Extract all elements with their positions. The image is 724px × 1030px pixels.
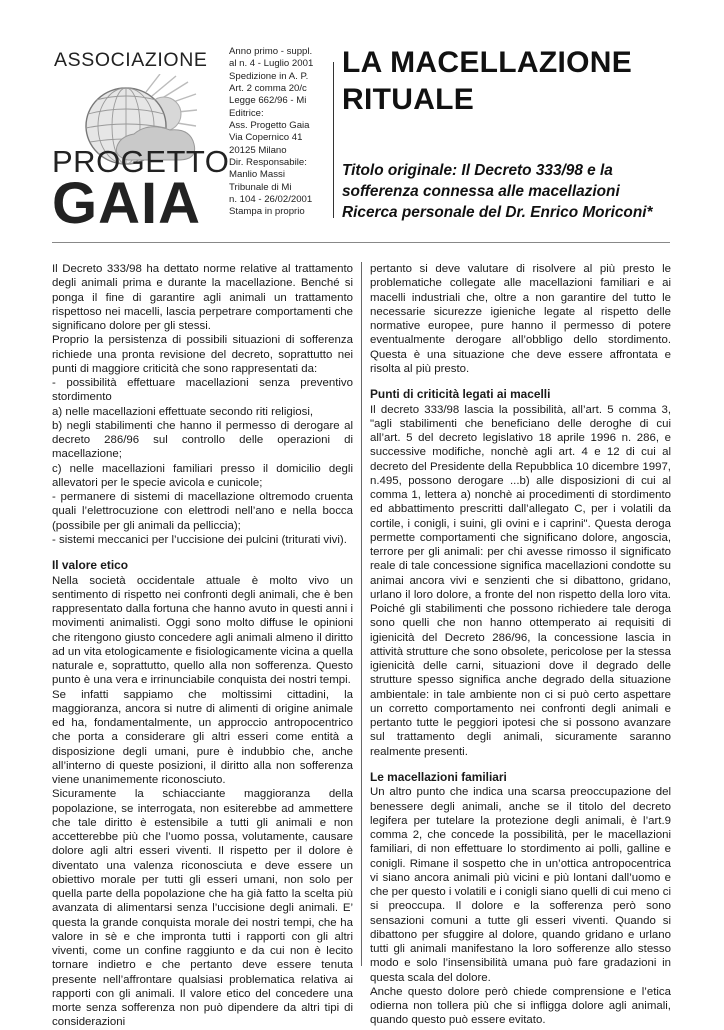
logo-progetto-text: PROGETTO (52, 144, 230, 179)
column-divider (361, 262, 362, 966)
title-line: LA MACELLAZIONE (342, 46, 633, 79)
logo-association-text: ASSOCIAZIONE (54, 49, 208, 71)
list-item: a) nelle macellazioni effettuate secondo riti religiosi, (52, 405, 314, 418)
publication-colophon (229, 46, 319, 219)
paragraph: Nella società occidentale attuale è molto vivo un sentimento di rispetto nei confronti degli animali, che è ben rappresentato dalla fortuna che hanno avuto in questi anni i movimenti animalisti. Oggi sono molto diffuse le opinioni che ritengono giusto concedere agli animali almeno il diritto ad un vita etologicamente e fisiologicamente vicina a quella naturale e, soprattutto, quello alla non sofferenza. Questo punto è una vera e irrinunciabile conquista dei nostri tempi. (52, 574, 353, 687)
colophon-line: 20125 Milano (229, 144, 287, 156)
colophon-line: Via Copernico 41 (229, 132, 303, 144)
subtitle-line: Ricerca personale del Dr. Enrico Moriconi* (342, 204, 653, 221)
header-horizontal-rule (52, 242, 670, 243)
colophon-line: Spedizione in A. P. (229, 70, 309, 82)
title-line: RITUALE (342, 83, 475, 116)
paragraph: Proprio la persistenza di possibili situazioni di sofferenza richiede una pronta revisione del decreto, soprattutto nei punti di maggiore criticità che sono rappresentati da: (52, 334, 353, 375)
right-text-column (370, 262, 671, 1028)
colophon-line: Ass. Progetto Gaia (229, 120, 310, 132)
left-text-column (52, 262, 353, 1030)
subtitle-line: sofferenza connessa alle macellazioni (342, 183, 620, 200)
colophon-line: Legge 662/96 - Mi (229, 95, 307, 107)
list-item: c) nelle macellazioni familiari presso il domicilio degli allevatori per le specie avicola e cunicole; (52, 462, 353, 489)
paragraph: Sicuramente la schiacciante maggioranza della popolazione, se interrogata, non esiterebbe ad ammettere che tale diritto è estensibile a tutti gli animali e non accetterebbe più che l’uomo possa, volutamente, causare dolore agli altri esseri viventi. Il rispetto per il dolore è diventato una valenza riconosciuta e deve essere un obiettivo morale per tutti gli esseri umani, non solo per quella parte della popolazione che ha già fatto la scelta più avanzata di alimentarsi senza l’uccisione degli animali. E’ questa la grande conquista morale dei nostri tempi, che ha valore in sè e che impronta tutti i rapporti con gli altri viventi, come un confine raggiunto e da cui non è lecito tornare indietro e che pertanto deve essere tenuta presente nell’affrontare qualsiasi problematica relativa ai rapporti con gli animali. Il valore etico del concedere una morte senza sofferenza non può dipendere da altri tipi di considerazioni (52, 788, 353, 1029)
paragraph: Il decreto 333/98 lascia la possibilità, all’art. 5 comma 3, "agli stabilimenti che beneficiano delle deroghe di cui all’art. 5 del decreto legislativo 18 aprile 1996 n. 286, e successive modifiche, nonchè agli art. 4 e 12 di cui al decreto del Presidente della Repubblica 10 dicembre 1997, n.495, possono derogare ...b) alle disposizioni di cui al comma 1, lettera a) nonchè ai procedimenti di stordimento ed abbattimento prescritti dall’allegato C, per i volatili da cortile, i conigli, i suini, gli ovini e i caprini". Questa deroga permette comportamenti che significano dolore, angoscia, terrore per gli animali: per chi avesse rimosso il significato reale di tale concessione significa macellazioni condotte su animai ancora vivi e senzienti che si dibattono, gridano, urlano il loro dolore, a fronte del non rispetto della loro vita. Poiché gli stabilimenti che possono richiedere tale deroga sono quelli che non hanno ottemperato ai requisiti di igienicità del Decreto 286/96, la concessione lascia in attività strutture che sono obsolete, pericolose per la stessa igienicità delle carni, situazioni dove il degrado delle strutture spesso significa anche degrado della situazione ambientale: in tale ambiente non ci si può certo aspettare un corretto comportamento nei confronti degli animali e pertanto tutte le peggiori ipotesi che si possono avanzare sul trattamento degli animali, sicuramente saranno realmente presenti. (370, 403, 671, 758)
section-heading-ethic: Il valore etico (52, 558, 129, 572)
colophon-line: Tribunale di Mi (229, 181, 292, 193)
section-heading-family-slaughter: Le macellazioni familiari (370, 769, 507, 784)
list-item: - permanere di sistemi di macellazione oltremodo cruenta quali l’elettrocuzione con elettrodi nell’ano e nella bocca (possibile per gli animali da pelliccia); (52, 491, 353, 532)
colophon-line: al n. 4 - Luglio 2001 (229, 58, 314, 70)
section-heading-critical-points: Punti di criticità legati ai macelli (370, 387, 551, 401)
paragraph: Se infatti sappiamo che moltissimi cittadini, la maggioranza, ancora si nutre di alimenti di origine animale ed ha, fondamentalmente, un approccio antropocentrico che porta a considerare gli altri esseri come entità a disposizione degli umani, pure è indubbio che, anche all’interno di queste posizioni, il diritto alla non sofferenza viene unanimemente riconosciuto. (52, 688, 353, 786)
list-item: b) negli stabilimenti che hanno il permesso di derogare al decreto 286/96 sul controllo delle operazioni di macellazione; (52, 419, 353, 461)
list-item: - sistemi meccanici per l’uccisione dei pulcini (triturati vivi). (52, 533, 347, 546)
header-vertical-divider (333, 62, 334, 218)
colophon-line: Stampa in proprio (229, 206, 305, 218)
colophon-line: Anno primo - suppl. (229, 46, 313, 57)
page-title (342, 44, 632, 118)
subtitle-line: Titolo originale: Il Decreto 333/98 e la (342, 162, 613, 179)
colophon-line: Manlio Massi (229, 169, 285, 181)
paragraph: Un altro punto che indica una scarsa preoccupazione del benessere degli animali, anche se il titolo del decreto legifera per tutelare la protezione degli animali, è l’art.9 comma 2, che concede la possibilità, per le macellazioni familiari, di non effettuare lo stordimento ai polli, galline e conigli. Rimane il sospetto che in un’ottica antropocentrica vi siano ancora animali più vicini e più lontani dall’uomo e che per questo i volatili e i conigli siano quelli di cui meno ci si preoccupa. Il dolore e la sofferenza però sono sensazioni comuni a tutte gli esseri viventi. Quando si dibattono per sfuggire al dolore, quando gridano e urlano tutti gli animali manifestano la loro sofferenze allo stesso modo e solo l’insensibilità umana può fare gradazioni in questa scala del dolore. (370, 786, 671, 984)
colophon-line: Dir. Responsabile: (229, 157, 307, 169)
colophon-line: Art. 2 comma 20/c (229, 83, 307, 95)
logo-gaia-text: GAIA (52, 171, 201, 236)
paragraph: Il Decreto 333/98 ha dettato norme relative al trattamento degli animali prima e durante la macellazione. Benché si ponga il fine di garantire agli animali un trattamento rispettoso nei macelli, lascia perpetrare comportamenti che significano dolore per gli stessi. (52, 263, 353, 332)
list-item: - possibilità effettuare macellazioni senza preventivo stordimento (52, 377, 353, 404)
page-subtitle (342, 160, 652, 223)
association-logo (52, 44, 230, 236)
paragraph: pertanto si deve valutare di risolvere al più presto le problematiche collegate alle macellazioni familiari e ai macelli industriali che, oltre a non garantire del tutto le necessarie sicurezze igieniche legate al rispetto delle normative europee, pure hanno il permesso di potere eventualmente derogare all’obbligo dello stordimento. Questa è una situazione che deve essere affrontata e risolta al più presto. (370, 263, 671, 375)
colophon-line: n. 104 - 26/02/2001 (229, 194, 313, 206)
colophon-line: Editrice: (229, 107, 264, 119)
paragraph: Anche questo dolore però chiede comprensione e l’etica odierna non tollera più che si infligga dolore agli animali, quando questo può essere evitato. (370, 985, 671, 1027)
